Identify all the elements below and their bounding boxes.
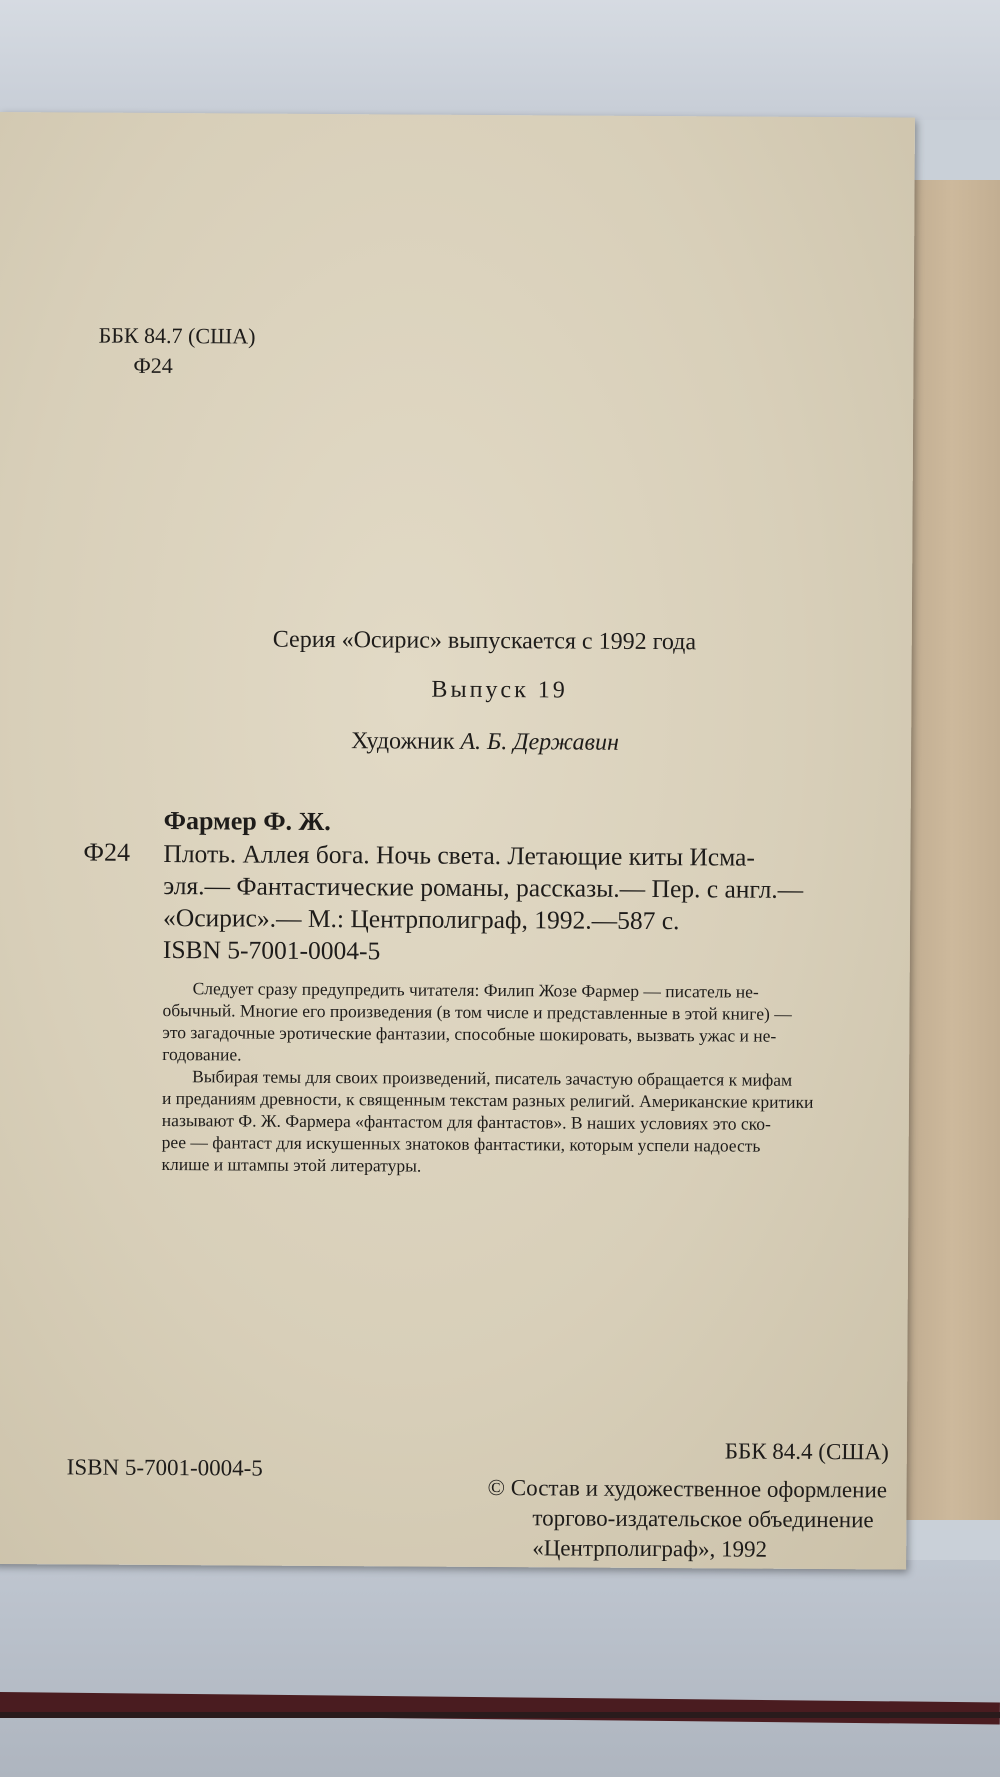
annotation-line: годование.: [162, 1044, 242, 1065]
copyright-line: Состав и художественное оформление: [510, 1475, 888, 1503]
annotation: [162, 977, 893, 1179]
annotation-line: называют Ф. Ж. Фармера «фантастом для фантастов». В наших условиях это ско-: [161, 1110, 771, 1134]
copyright-symbol: ©: [487, 1475, 506, 1501]
bib-line: «Осирис».— М.: Центрполиграф, 1992.—587 с.: [162, 903, 680, 936]
copyright-line: торгово-издательское объединение: [532, 1505, 874, 1533]
annotation-line: это загадочные эротические фантазии, способные шокировать, вызвать ужас и не-: [162, 1022, 777, 1046]
isbn-footer: ISBN 5-7001-0004-5: [66, 1454, 263, 1481]
annotation-line: клише и штампы этой литературы.: [161, 1154, 422, 1176]
annotation-line: и преданиям древности, к священным текстам разных религий. Американские критики: [161, 1088, 814, 1112]
author-mark-top: Ф24: [133, 352, 173, 379]
table-edge-shadow: [0, 1712, 1000, 1718]
bib-line: ISBN 5-7001-0004-5: [162, 935, 381, 966]
artist-line: [351, 728, 619, 757]
bib-line: эля.— Фантастические романы, рассказы.— Пер. с англ.—: [163, 871, 804, 904]
annotation-line: Следует сразу предупредить читателя: Филип Жозе Фармер — писатель не-: [192, 978, 759, 1002]
bibliographic-description: [163, 838, 894, 970]
bleed-through-shadow: [307, 444, 688, 536]
bib-line: Плоть. Аллея бога. Ночь света. Летающие киты Исма-: [163, 839, 755, 872]
book-page: [0, 112, 915, 1570]
annotation-line: Выбирая темы для своих произведений, писатель зачастую обращается к мифам: [192, 1066, 793, 1090]
copyright-line: «Центрполиграф», 1992: [532, 1535, 768, 1562]
author-heading: Фармер Ф. Ж.: [163, 806, 331, 837]
background-bottom: [0, 1560, 1000, 1777]
bbk-code-top: ББК 84.7 (США): [98, 322, 256, 349]
series-line: Серия «Осирис» выпускается с 1992 года: [272, 626, 697, 656]
annotation-line: рее — фантаст для искушенных знатоков фантастики, которым успели надоесть: [161, 1132, 761, 1156]
artist-name: А. Б. Державин: [460, 728, 619, 756]
bbk-code-footer: ББК 84.4 (США): [724, 1438, 889, 1465]
author-mark-main: Ф24: [83, 837, 131, 867]
artist-label: Художник: [351, 728, 455, 755]
background-top: [0, 0, 1000, 120]
annotation-line: обычный. Многие его произведения (в том числе и представленные в этой книге) —: [162, 1000, 792, 1024]
issue-line: Выпуск 19: [431, 676, 568, 704]
copyright-notice: [487, 1473, 887, 1565]
